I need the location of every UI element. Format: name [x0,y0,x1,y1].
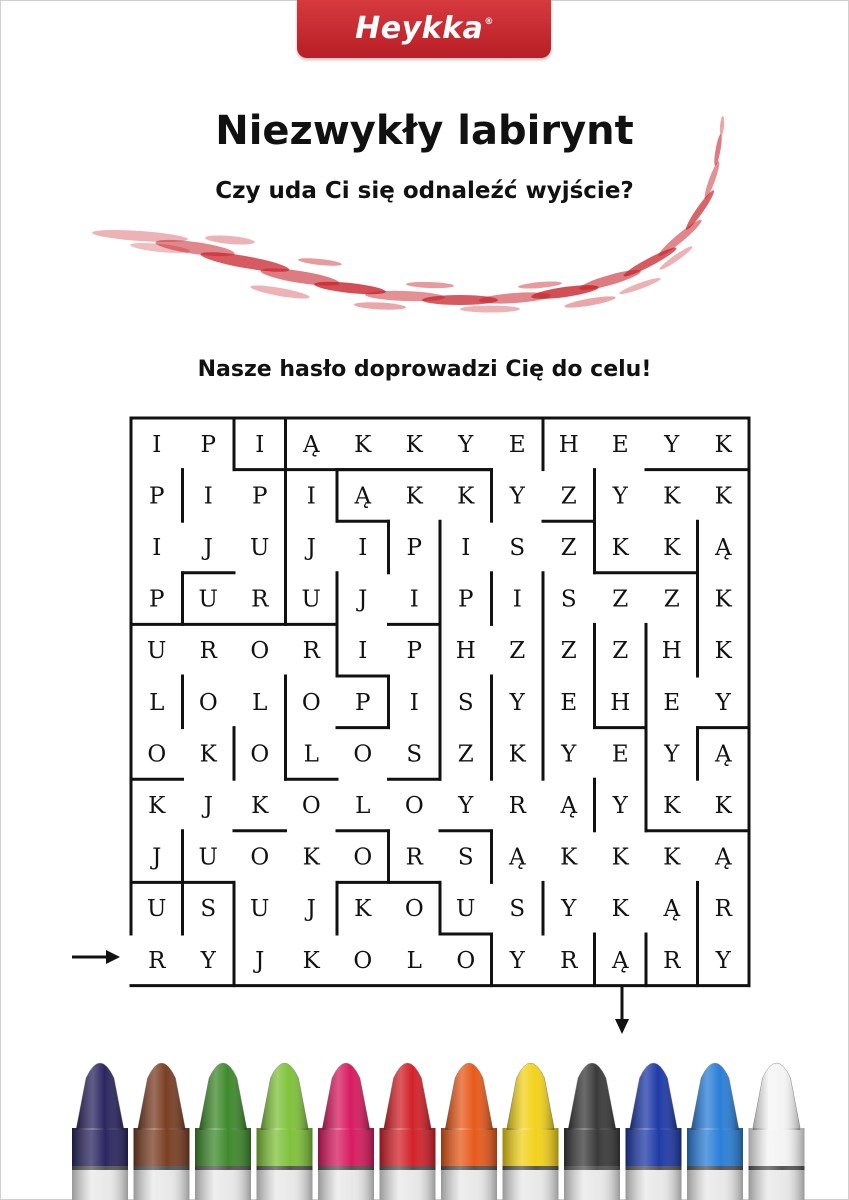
maze-letter: Ą [302,431,320,458]
maze-letter: O [198,689,218,716]
maze-letter: Ą [714,535,732,561]
crayon [503,1063,559,1200]
maze-letter: I [358,638,368,665]
maze-letter: O [353,741,373,768]
maze-letter: O [250,741,270,768]
maze-letter: K [663,535,681,561]
maze-letter: Z [612,638,629,665]
maze-letter: S [457,689,474,716]
maze-letter: O [456,947,476,974]
maze-letter: Ą [611,947,629,974]
maze-letter: R [199,638,217,665]
maze-letter: Y [509,947,525,974]
maze-letter: K [199,741,217,768]
maze-letter: P [406,638,422,665]
maze-letter: J [255,947,265,974]
maze-letter: L [406,947,422,974]
maze-letter: S [509,535,526,561]
maze-letter: Y [561,896,577,923]
maze-letter: Y [458,793,474,819]
maze-letter: P [252,483,268,510]
maze-letter: Y [509,689,525,716]
maze-letter: I [152,431,162,458]
maze-letter: Y [200,947,216,974]
maze-letter: Ą [354,483,372,510]
maze-letter: J [203,535,213,561]
maze-letter: Y [715,947,731,974]
maze-letter: P [458,586,474,613]
crayon [72,1063,128,1200]
maze-letter: R [714,896,732,923]
maze-letter: I [512,586,522,613]
maze-letter: K [508,741,526,768]
maze-letter: H [661,638,682,665]
maze-letter: U [456,896,476,923]
crayon [564,1063,620,1200]
maze-letter: U [147,896,167,923]
maze-walls [131,418,749,986]
maze-letter: U [250,896,270,923]
maze-letter: U [198,844,218,871]
maze-letter: P [406,535,422,561]
maze-letter: H [455,638,476,665]
crayon [134,1063,190,1200]
maze-letter: S [509,896,526,923]
maze-letter: Y [458,431,474,458]
maze-letter: Z [560,483,577,510]
maze-letter: K [405,431,423,458]
exit-arrow [615,986,629,1034]
maze-letter: K [251,793,269,819]
maze-letter: Z [560,638,577,665]
maze-letter: U [198,586,218,613]
instruction-text: Nasze hasło doprowadzi Cię do celu! [197,357,652,382]
maze-letter: K [302,947,320,974]
maze-letter: O [250,844,270,871]
maze-letter: H [610,689,631,716]
maze-letter: K [714,638,732,665]
maze-letter: E [611,431,629,458]
maze-letter: K [663,483,681,510]
maze-letter: K [302,844,320,871]
maze-letter: E [560,689,578,716]
maze-letter: I [358,535,368,561]
maze-letter: K [663,793,681,819]
maze-letter: Y [509,483,525,510]
maze-letter: K [714,483,732,510]
maze-letter: Y [664,741,680,768]
maze-letter: Y [664,431,680,458]
maze-letter: L [252,689,268,716]
crayons-illustration [60,1040,820,1200]
maze-letter: R [560,947,578,974]
maze-letter: R [148,947,166,974]
maze-letter: R [251,586,269,613]
maze-letter: K [714,431,732,458]
maze-letter: I [306,483,316,510]
maze-letter: Y [715,689,731,716]
maze-letter: I [409,586,419,613]
maze-letter: U [147,638,167,665]
maze-letter: S [560,586,577,613]
maze-letter: L [149,689,165,716]
maze-letter: O [353,844,373,871]
maze-letter: K [663,844,681,871]
maze-letter: O [404,793,424,819]
maze-letter: E [508,431,526,458]
crayon [257,1063,313,1200]
maze-letter: R [663,947,681,974]
maze-letter: Z [663,586,680,613]
maze-letter: H [558,431,579,458]
maze-letter: J [358,586,368,613]
maze-letter: U [301,586,321,613]
crayon [318,1063,374,1200]
maze-letter: K [714,793,732,819]
maze-letter: Y [612,483,628,510]
maze-letter: Ą [560,793,578,819]
maze-letter: K [354,896,372,923]
maze-letter: K [611,896,629,923]
trademark-symbol: ® [484,17,494,27]
brand-logo-text: Heykka [355,11,484,46]
maze-letter: J [306,535,316,561]
crayon [687,1063,743,1200]
entry-arrow [72,950,120,964]
maze-letter: O [147,741,167,768]
maze-letter: S [406,741,423,768]
maze-letter: Ą [508,844,526,871]
maze-letter: Ą [663,896,681,923]
maze-letter: Y [561,741,577,768]
maze-letter: I [203,483,213,510]
maze-letter: R [405,844,423,871]
maze-letter: K [457,483,475,510]
crayon [626,1063,682,1200]
maze-letter: I [409,689,419,716]
crayon [749,1063,805,1200]
maze-letter: U [250,535,270,561]
maze-letter: K [148,793,166,819]
maze-letter: E [611,741,629,768]
maze-letter: I [461,535,471,561]
maze-letter: E [663,689,681,716]
maze-letter: S [200,896,217,923]
maze-letter: K [714,586,732,613]
maze-letter: Ą [714,741,732,768]
maze-letter: O [353,947,373,974]
maze-letter: I [255,431,265,458]
maze-letter: J [203,793,213,819]
page-subtitle: Czy uda Ci się odnaleźć wyjście? [215,178,634,204]
maze-letter: R [302,638,320,665]
maze-letter: L [303,741,319,768]
maze-letter: O [301,689,321,716]
maze-letter: L [355,793,371,819]
maze-letter: R [508,793,526,819]
maze-letter: Z [560,535,577,561]
maze-letter: K [611,844,629,871]
maze-letter: O [301,793,321,819]
maze-letter: K [611,535,629,561]
maze-letter: P [355,689,371,716]
maze-letter: P [200,431,216,458]
maze-letter: I [152,535,162,561]
maze-letter: K [405,483,423,510]
maze-letter: P [149,586,165,613]
maze-letter: Z [457,741,474,768]
maze-letter: K [354,431,372,458]
maze-letter: O [404,896,424,923]
maze-letter: Y [612,793,628,819]
maze-letter: Ą [714,844,732,871]
maze-letter: K [560,844,578,871]
maze-letter: P [149,483,165,510]
maze-letter: Z [509,638,526,665]
maze-letter: J [152,844,162,871]
maze-letter: S [457,844,474,871]
page-title: Niezwykły labirynt [215,108,634,154]
crayon [195,1063,251,1200]
crayon [441,1063,497,1200]
crayon [380,1063,436,1200]
maze-letter: O [250,638,270,665]
maze-letter: Z [612,586,629,613]
maze-letter: J [306,896,316,923]
